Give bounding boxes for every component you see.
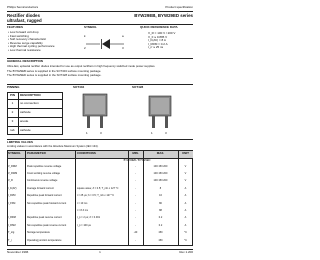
row-parameter: Peak repetitive reverse voltage — [27, 164, 62, 168]
row-min: - — [135, 164, 136, 168]
row-min: -40 — [133, 231, 138, 235]
row-symbol: I_RRM — [8, 216, 16, 220]
row-max: 100 150 200 — [153, 164, 168, 168]
pin-description: no connection — [20, 101, 39, 105]
page-number: 1 — [99, 250, 101, 254]
quick-ref-item: I_F(AV) = 8 A — [148, 38, 166, 43]
row-min: - — [135, 208, 136, 212]
row-min: - — [135, 186, 136, 190]
feature-item: • Reverse surge capability — [8, 40, 43, 45]
row-max: 8 — [159, 186, 162, 190]
row-max: 80 — [159, 201, 162, 205]
pin-description: anode — [20, 119, 29, 123]
row-unit: V — [184, 171, 187, 175]
table-row — [7, 215, 193, 222]
part-number: BYW29EB, BYW29ED series — [134, 13, 193, 18]
symbol-heading: SYMBOL — [84, 25, 97, 29]
row-symbol: V_RWM — [8, 171, 18, 175]
row-symbol: I_RSM — [8, 223, 16, 227]
row-min: - — [135, 194, 136, 198]
general-paragraph: The BYW29EB series is supplied in the SOT404 surface mounting package. — [7, 69, 102, 74]
table-row — [7, 163, 193, 170]
pin-3-label: 3 — [122, 46, 124, 50]
pin-2-label: 2 — [84, 46, 86, 50]
row-conditions: t = 10 ms — [77, 201, 88, 205]
table-row — [7, 207, 193, 214]
feature-item: • High thermal cycling performance — [8, 44, 55, 49]
row-unit: A — [184, 208, 187, 212]
row-conditions: square wave; δ = 0.5; T_mb ≤ 127 °C — [77, 186, 119, 190]
row-conditions: t_p = 100 µs — [77, 223, 91, 227]
feature-item: • Low thermal resistance — [8, 47, 41, 52]
row-conditions: t = 8.3 ms — [77, 208, 89, 212]
series-header: BYW29EB / BYW29ED — [123, 159, 151, 162]
pin-number: tab — [10, 128, 15, 132]
row-max: 88 — [159, 208, 162, 212]
row-min: - — [135, 238, 136, 242]
row-min: - — [135, 216, 136, 220]
feature-item: • Soft recovery characteristic — [8, 37, 47, 42]
row-conditions: t = 25 µs; δ = 0.5; T_mb ≤ 127 °C — [77, 194, 115, 198]
row-symbol: I_F(AV) — [8, 186, 17, 190]
table-row — [7, 237, 193, 244]
row-conditions: t_p = 2 µs; δ = 0.001 — [77, 216, 100, 220]
svg-text:3: 3 — [100, 131, 102, 135]
sot428-package-icon — [140, 92, 180, 136]
pin-col-header: PIN — [9, 93, 15, 97]
col-header-min: MIN. — [132, 151, 139, 155]
general-text — [7, 65, 193, 77]
row-unit: A — [184, 216, 187, 220]
row-unit: A — [184, 201, 187, 205]
row-parameter: Repetitive peak reverse current — [27, 216, 62, 220]
svg-text:1: 1 — [86, 131, 88, 135]
col-header-symbol: SYMBOL — [8, 151, 21, 155]
title-line2: ultrafast, rugged — [7, 18, 42, 23]
svg-text:3: 3 — [165, 131, 167, 135]
footer-date: November 1996 — [7, 250, 29, 254]
pin-number: 3 — [11, 119, 14, 123]
row-unit: A — [184, 223, 187, 227]
quick-ref-list — [148, 32, 175, 50]
pin-description: cathode — [20, 128, 31, 132]
row-unit: A — [184, 186, 187, 190]
pinning-heading: PINNING — [7, 85, 20, 89]
company-name: Philips Semiconductors — [7, 5, 39, 9]
package-sot428-heading: SOT428 — [132, 85, 144, 89]
general-paragraph: Ultra-fast, epitaxial rectifier diodes intended for use as output rectifiers in high frequency switched mode power supplies. — [7, 64, 156, 68]
row-max: 150 — [158, 238, 163, 242]
quick-ref-item: t_rr ≤ 25 ns — [148, 45, 164, 50]
package-sot404-heading: SOT404 — [73, 85, 85, 89]
row-parameter: Average forward current — [27, 186, 54, 190]
row-parameter: Storage temperature — [27, 231, 50, 235]
col-header-parameter: PARAMETER — [27, 151, 46, 155]
row-min: - — [135, 179, 136, 183]
general-heading: GENERAL DESCRIPTION — [7, 59, 43, 63]
row-min: - — [135, 201, 136, 205]
footer-revision: Rev 1.200 — [179, 250, 193, 254]
quick-ref-item: V_R = 100 V / 200 V — [148, 31, 176, 35]
title-line1: Rectifier diodes — [7, 13, 40, 18]
svg-text:1: 1 — [151, 131, 153, 135]
table-row — [7, 222, 193, 229]
row-symbol: I_FRM — [8, 194, 16, 198]
pin-k-label: k — [84, 34, 86, 38]
description-col-header: DESCRIPTION — [20, 93, 41, 97]
row-parameter: Repetitive peak forward current — [27, 194, 62, 198]
feature-item: • Low forward volt drop — [8, 30, 39, 34]
row-max: 16 — [159, 194, 162, 198]
row-max: 0.2 — [158, 216, 163, 220]
general-paragraph: The BYW29ED series is supplied in the SOT428 surface mounting package. — [7, 72, 102, 77]
quick-ref-item: I_RRM = 0.2 A — [148, 41, 168, 46]
row-parameter: Non-repetitive peak forward current — [27, 201, 67, 205]
row-min: - — [135, 223, 136, 227]
col-header-unit: UNIT — [182, 151, 189, 155]
table-row — [7, 200, 193, 207]
col-header-conditions: CONDITIONS — [77, 151, 96, 155]
row-max: 100 150 200 — [153, 179, 168, 183]
table-row — [7, 230, 193, 237]
row-symbol: V_RRM — [8, 164, 17, 168]
pin-number: 1 — [11, 101, 14, 105]
row-parameter: Operating junction temperature — [27, 238, 62, 242]
row-unit: °C — [184, 231, 187, 235]
row-unit: A — [184, 194, 187, 198]
row-max: 100 150 200 — [153, 171, 168, 175]
table-row — [7, 185, 193, 192]
features-list — [8, 31, 55, 53]
feature-item: • Fast switching — [8, 33, 29, 38]
row-max: 150 — [158, 231, 163, 235]
sot404-package-icon — [75, 92, 115, 136]
row-max: 0.2 — [158, 223, 163, 227]
features-heading: FEATURES — [7, 25, 23, 29]
row-parameter: Continuous reverse voltage — [27, 179, 58, 183]
table-row — [7, 193, 193, 200]
limiting-subtitle: Limiting values in accordance with the Absolute Maximum System (IEC 134). — [7, 145, 99, 148]
quick-ref-heading: QUICK REFERENCE DATA — [140, 25, 178, 29]
table-row — [7, 170, 193, 177]
col-header-max: MAX. — [156, 151, 165, 155]
row-unit: °C — [184, 238, 187, 242]
limiting-heading: LIMITING VALUES — [7, 140, 33, 144]
row-symbol: V_R — [8, 179, 13, 183]
row-parameter: Non-repetitive peak reverse current — [27, 223, 67, 227]
pin-number: 2 — [11, 110, 14, 114]
row-unit: V — [184, 164, 187, 168]
pin-description: cathode — [20, 110, 31, 114]
row-symbol: T_j — [8, 238, 12, 242]
pin-a-label: a — [122, 34, 124, 38]
row-symbol: I_FSM — [8, 201, 16, 205]
row-parameter: Crest working reverse voltage — [27, 171, 61, 175]
document-type: Product specification — [165, 5, 193, 9]
row-min: - — [135, 171, 136, 175]
row-unit: V — [184, 179, 187, 183]
table-row — [7, 178, 193, 185]
quick-ref-item: V_F ≤ 0.895 V — [148, 34, 168, 39]
row-symbol: T_stg — [8, 231, 15, 235]
